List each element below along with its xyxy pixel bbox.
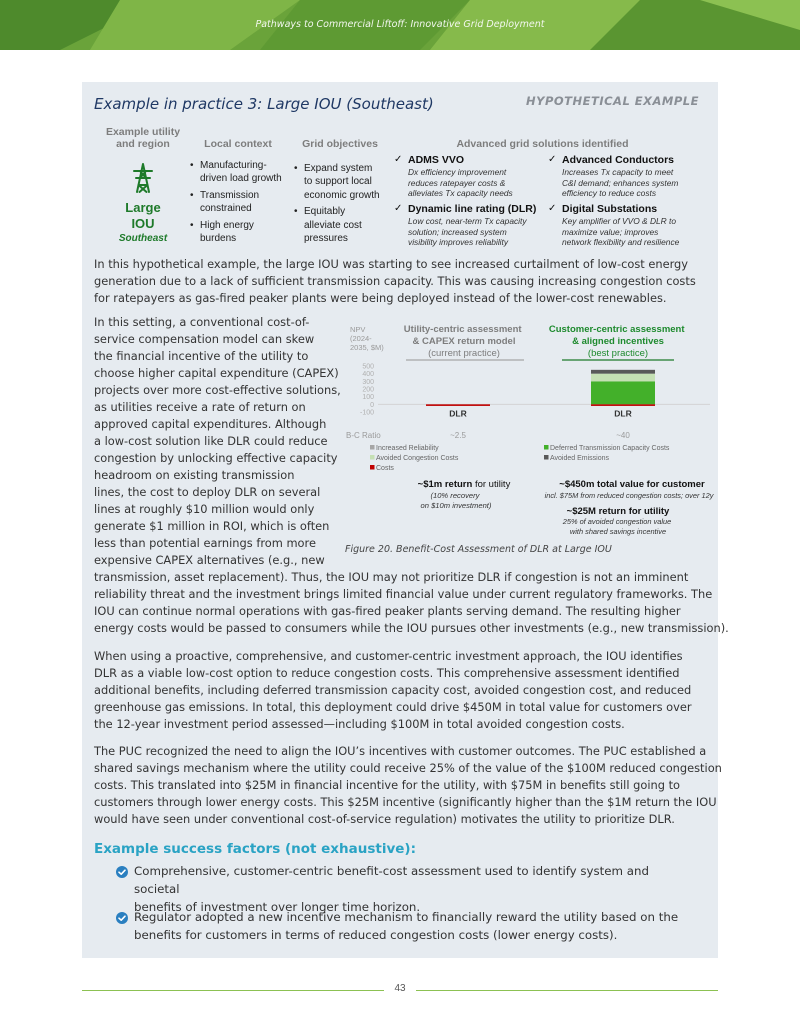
text-line: In this setting, a conventional cost-of- xyxy=(94,315,310,329)
page-number: 43 xyxy=(394,983,406,994)
y-tick-label: 200 xyxy=(362,386,374,394)
text-line: additional benefits, including deferred transmission capacity cost, avoided congestion cost, and reduced xyxy=(94,683,692,697)
right-panel-title-line: Customer-centric assessment xyxy=(548,324,685,335)
column-header-solutions: Advanced grid solutions identified xyxy=(456,138,629,150)
success-factors-heading: Example success factors (not exhaustive): xyxy=(94,841,416,857)
y-tick-label: -100 xyxy=(359,409,374,417)
text-line: Regulator adopted a new incentive mechanism to financially reward the utility based on the xyxy=(134,910,679,924)
list-item-line: driven load growth xyxy=(200,173,282,185)
text-line: customers through lower energy costs. This $25M incentive (significantly higher than the $1M return the IOU xyxy=(94,795,717,809)
bar-segment xyxy=(591,374,655,382)
text-line: benefits for customers in terms of reduced congestion costs (lower energy costs). xyxy=(134,928,618,942)
right-incentive-note-line: with shared savings incentive xyxy=(569,527,667,536)
text-line: expensive CAPEX alternatives (e.g., new xyxy=(94,553,325,567)
legend-label: Avoided Emissions xyxy=(550,455,610,462)
y-tick-label: 400 xyxy=(362,371,374,379)
column-header-objectives: Grid objectives xyxy=(302,138,378,150)
local-context-list xyxy=(190,159,290,245)
solution-desc: Dx efficiency improvement xyxy=(408,167,507,177)
text-line: The PUC recognized the need to align the IOU’s incentives with customer outcomes. The PUC established a xyxy=(94,744,707,758)
bc-ratio-label: B-C Ratio xyxy=(346,431,381,440)
list-item-line: burdens xyxy=(200,233,237,245)
list-item xyxy=(190,219,290,246)
category-label: DLR xyxy=(449,408,467,419)
text-line: the 12-year investment period assessed—including $100M in total avoided congestion costs. xyxy=(94,717,625,731)
solution-adms-vvo xyxy=(394,154,564,199)
figure-caption: Figure 20. Benefit-Cost Assessment of DLR at Large IOU xyxy=(345,544,612,555)
left-result xyxy=(418,479,511,490)
region-area: Southeast xyxy=(118,233,168,244)
text-line: a low-cost solution like DLR could reduce xyxy=(94,434,328,448)
text-line: projects over more cost-effective solutions, xyxy=(94,383,341,397)
solution-desc: maximize value; improves xyxy=(562,226,659,237)
banner-title: Pathways to Commercial Liftoff: Innovative Grid Deployment xyxy=(255,19,545,30)
solution-title: ✓ ADMS VVO xyxy=(394,154,564,167)
solution-desc: reduces ratepayer costs & xyxy=(408,177,506,188)
legend-label: Deferred Transmission Capacity Costs xyxy=(550,445,670,452)
right-incentive: ~$25M return for utility xyxy=(566,506,670,517)
legend-label: Increased Reliability xyxy=(376,445,439,452)
region-name-line1: Large xyxy=(125,200,161,215)
list-item xyxy=(294,205,394,245)
bar-segment-costs xyxy=(426,404,490,406)
list-item xyxy=(294,162,394,202)
utility-region xyxy=(106,200,180,244)
solution-desc: Increases Tx capacity to meet xyxy=(562,167,674,177)
y-axis-label-line: (2024- xyxy=(350,334,372,343)
solution-digital-substations xyxy=(548,203,718,248)
hypothetical-tag: HYPOTHETICAL EXAMPLE xyxy=(526,94,699,108)
success-factor-item xyxy=(134,908,694,944)
text-line: as utilities receive a rate of return on xyxy=(94,400,306,414)
chart-legend xyxy=(370,445,670,472)
y-tick-label: 0 xyxy=(370,401,374,409)
text-line: IOU can continue normal operations with gas-fired peaker plants serving demand. The resulting higher xyxy=(94,604,681,618)
solution-desc: Low cost, near-term Tx capacity xyxy=(408,216,527,226)
header-banner xyxy=(0,0,800,50)
footer-rule-left xyxy=(82,990,384,991)
text-line: would have seen under conventional cost-of-service regulation) motivates the utility to prioritize DLR. xyxy=(94,812,675,826)
column-header-utility-line: and region xyxy=(116,138,170,150)
list-item-line: economic growth xyxy=(304,189,380,201)
solution-advanced-conductors xyxy=(548,154,718,199)
text-line: lines at roughly $10 million would only xyxy=(94,502,315,516)
text-line: When using a proactive, comprehensive, and customer-centric investment approach, the IOU identifies xyxy=(94,649,683,663)
text-line: benefits of investment over longer time horizon. xyxy=(134,900,421,914)
text-line: congestion by unlocking effective capacity xyxy=(94,451,338,465)
legend-label: Avoided Congestion Costs xyxy=(376,455,459,462)
right-incentive-note xyxy=(562,517,674,536)
solution-dlr xyxy=(394,203,564,248)
text-line: approved capital expenditures. Although xyxy=(94,417,327,431)
bc-ratio-right: ~40 xyxy=(616,431,630,440)
text-line: transmission, asset replacement). Thus, the IOU may not prioritize DLR if congestion is not an imminent xyxy=(94,570,689,584)
check-circle-icon xyxy=(116,866,128,878)
text-line: less than potential earnings from more xyxy=(94,536,316,550)
y-tick-label: 100 xyxy=(362,394,374,402)
y-axis-label xyxy=(350,325,384,352)
text-line: generation due to a lack of sufficient transmission capacity. This was causing increasing congestion costs xyxy=(94,274,696,288)
text-line: DLR as a viable low-cost option to reduce congestion costs. This comprehensive assessment identified xyxy=(94,666,680,680)
solution-desc: visibility improves reliability xyxy=(408,237,509,248)
list-item-line: • Expand system xyxy=(304,163,373,174)
legend-swatch xyxy=(370,455,375,460)
legend-swatch xyxy=(544,445,549,450)
left-panel-title xyxy=(404,324,524,347)
list-item-line: • High energy xyxy=(200,219,254,231)
check-circle-icon xyxy=(116,912,128,924)
list-item xyxy=(190,159,290,186)
list-item-line: alleviate cost xyxy=(304,219,362,231)
continued-paragraph xyxy=(94,569,729,637)
solution-desc: alleviates Tx capacity needs xyxy=(408,188,513,199)
column-header-utility-line: Example utility xyxy=(105,126,181,138)
right-panel-title xyxy=(549,324,687,347)
solution-desc: efficiency to reduce costs xyxy=(562,188,657,199)
list-item-line: constrained xyxy=(200,203,252,215)
right-result: ~$450m total value for customer xyxy=(559,479,705,490)
legend-swatch xyxy=(544,455,549,460)
list-item-line: • Equitably xyxy=(304,206,346,218)
left-result-note xyxy=(421,491,492,510)
solution-desc: network flexibility and resilience xyxy=(562,237,680,248)
text-line: lines, the cost to deploy DLR on several xyxy=(94,485,321,499)
left-result-bold: ~$1m return xyxy=(417,479,473,490)
left-panel-subtitle: (current practice) xyxy=(428,348,500,359)
text-line: choose higher capital expenditure (CAPEX) xyxy=(94,366,339,380)
text-line: costs. This translated into $25M in financial incentive for the utility, with $75M in benefits still going to xyxy=(94,778,681,792)
text-line: In this hypothetical example, the large IOU was starting to see increased curtailment of low-cost energy xyxy=(94,257,689,271)
text-line: generate $1 million in ROI, which is often xyxy=(94,519,330,533)
y-axis-label-line: NPV xyxy=(350,325,366,334)
left-panel-title-line: & CAPEX return model xyxy=(412,336,516,347)
text-line: reliability threat and the investment brings limited financial value under current regulatory frameworks. The xyxy=(94,587,713,601)
left-result-rest: for utility xyxy=(472,479,511,490)
benefit-cost-chart xyxy=(340,320,718,560)
category-label: DLR xyxy=(614,408,632,419)
footer-rule-right xyxy=(416,990,718,991)
legend-swatch xyxy=(370,445,375,450)
solution-title: ✓ Digital Substations xyxy=(548,203,718,216)
puc-paragraph xyxy=(94,743,722,828)
wrapped-paragraph xyxy=(94,314,341,569)
transmission-tower-icon xyxy=(131,162,155,194)
right-result-note: incl. $75M from reduced congestion costs; over 12y xyxy=(544,491,714,500)
y-tick-label: 500 xyxy=(362,363,374,371)
text-line: energy costs would be passed to consumers while the IOU pursues other investments (e.g., new transmission). xyxy=(94,621,729,635)
solution-desc: Key amplifier of VVO & DLR to xyxy=(562,216,677,226)
text-line: headroom on existing transmission xyxy=(94,468,295,482)
right-incentive-note-line: 25% of avoided congestion value xyxy=(562,517,672,526)
grid-objectives-list xyxy=(294,162,394,245)
proactive-paragraph xyxy=(94,648,692,733)
left-result-note-line: (10% recovery xyxy=(430,491,480,500)
list-item-line: • Manufacturing- xyxy=(200,160,267,171)
text-line: shared savings mechanism where the utility could receive 25% of the value of the $100M reduced congestion xyxy=(94,761,722,775)
list-item-line: to support local xyxy=(304,176,372,188)
text-line: Comprehensive, customer-centric benefit-cost assessment used to identify system and societal xyxy=(134,864,649,896)
bar-segment-costs xyxy=(591,404,655,406)
solution-title: ✓ Advanced Conductors xyxy=(548,154,718,167)
text-line: the financial incentive of the utility to xyxy=(94,349,309,363)
solution-desc: C&I demand; enhances system xyxy=(562,177,679,188)
legend-swatch xyxy=(370,465,375,470)
text-line: for ratepayers as gas-fired peaker plants were being deployed instead of the lower-cost renewables. xyxy=(94,291,667,305)
list-item-line: • Transmission xyxy=(200,189,260,201)
intro-paragraph xyxy=(94,256,696,307)
text-line: service compensation model can skew xyxy=(94,332,315,346)
list-item xyxy=(190,189,290,216)
y-tick-label: 300 xyxy=(362,378,374,386)
text-line: greenhouse gas emissions. In total, this deployment could drive $450M in total value for customers over xyxy=(94,700,692,714)
example-title: Example in practice 3: Large IOU (Southeast) xyxy=(94,95,434,113)
bar-segment xyxy=(591,381,655,404)
bar-segment xyxy=(591,370,655,374)
left-panel-title-line: Utility-centric assessment xyxy=(403,324,522,335)
bar-group xyxy=(426,370,655,406)
right-panel-subtitle: (best practice) xyxy=(587,348,649,359)
y-axis-ticks xyxy=(360,364,374,417)
list-item-line: pressures xyxy=(304,233,348,245)
solution-desc: solution; increased system xyxy=(408,226,507,237)
solution-title: ✓ Dynamic line rating (DLR) xyxy=(394,203,564,216)
bc-ratio-left: ~2.5 xyxy=(450,431,466,440)
region-name-line2: IOU xyxy=(131,216,155,231)
column-header-context: Local context xyxy=(204,138,272,150)
left-result-note-line: on $10m investment) xyxy=(420,501,492,510)
legend-label: Costs xyxy=(376,465,394,472)
right-panel-title-line: & aligned incentives xyxy=(572,336,664,347)
y-axis-label-line: 2035, $M) xyxy=(350,343,384,352)
column-header-utility xyxy=(96,126,190,150)
